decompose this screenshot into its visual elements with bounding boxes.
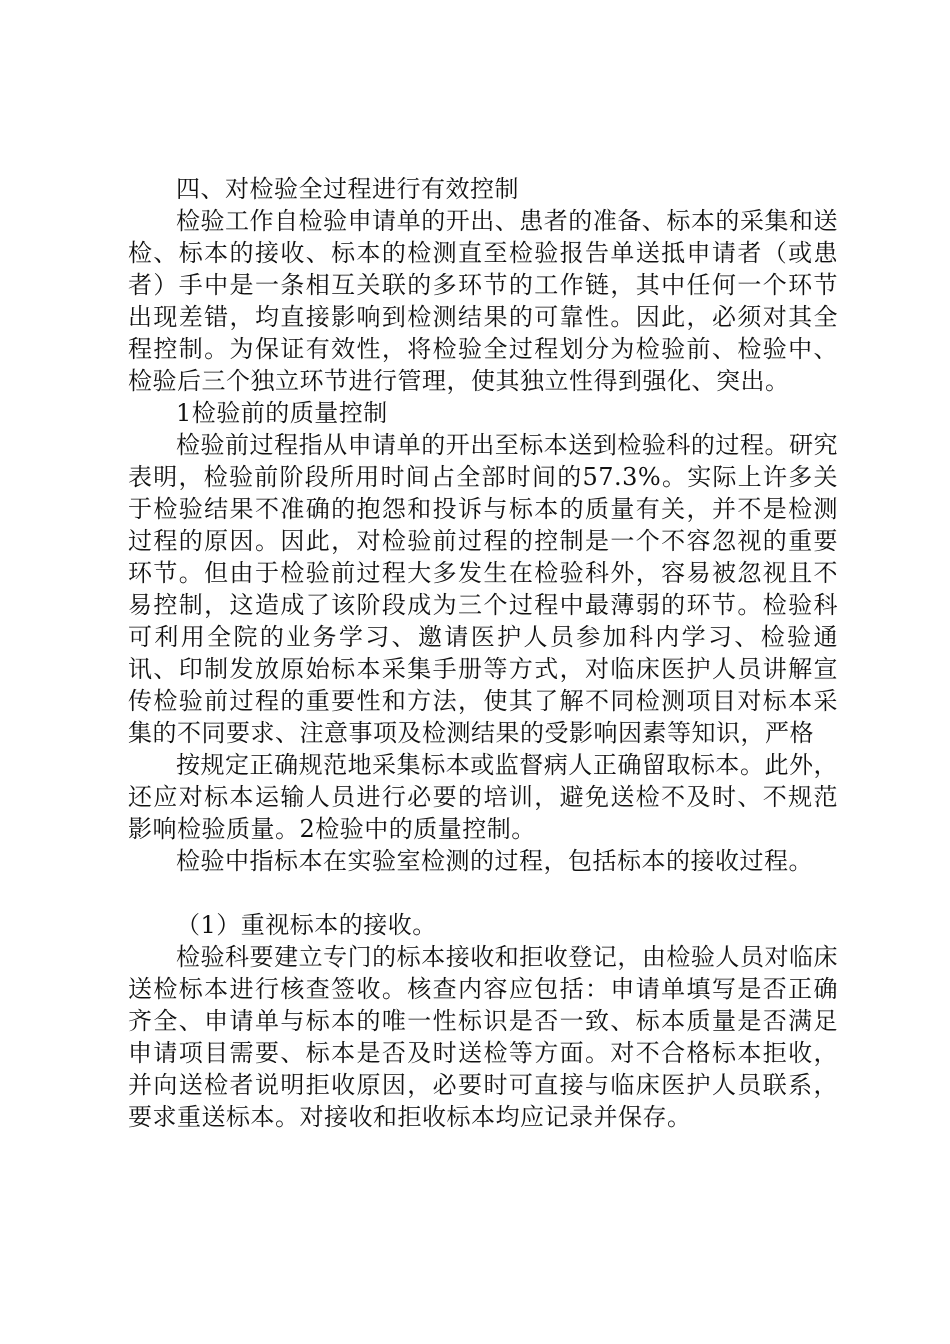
paragraph-specimen-reception: 检验科要建立专门的标本接收和拒收登记，由检验人员对临床送检标本进行核查签收。核查内容应包括：申请单填写是否正确齐全、申请单与标本的唯一性标识是否一致、标本质量是否满足申请项目需要、标本是否及时送检等方面。对不合格标本拒收，并向送检者说明拒收原因，必要时可直接与临床医护人员联系，要求重送标本。对接收和拒收标本均应记录并保存。 (128, 943, 838, 1131)
paragraph-sampling-rules: 按规定正确规范地采集标本或监督病人正确留取标本。此外，还应对标本运输人员进行必要的培训，避免送检不及时、不规范影响检验质量。2检验中的质量控制。 (128, 751, 838, 843)
section-heading: 四、对检验全过程进行有效控制 (176, 175, 519, 203)
paragraph-overview: 检验工作自检验申请单的开出、患者的准备、标本的采集和送检、标本的接收、标本的检测直至检验报告单送抵申请者（或患者）手中是一条相互关联的多环节的工作链，其中任何一个环节出现差错，均直接影响到检测结果的可靠性。因此，必须对其全程控制。为保证有效性，将检验全过程划分为检验前、检验中、检验后三个独立环节进行管理，使其独立性得到强化、突出。 (128, 207, 838, 395)
document-page (128, 173, 838, 1133)
paragraph-pre-analytical: 检验前过程指从申请单的开出至标本送到检验科的过程。研究表明，检验前阶段所用时间占全部时间的57.3%。实际上许多关于检验结果不准确的抱怨和投诉与标本的质量有关，并不是检测过程的原因。因此，对检验前过程的控制是一个不容忽视的重要环节。但由于检验前过程大多发生在检验科外，容易被忽视且不易控制，这造成了该阶段成为三个过程中最薄弱的环节。检验科可利用全院的业务学习、邀请医护人员参加科内学习、检验通讯、印制发放原始标本采集手册等方式，对临床医护人员讲解宣传检验前过程的重要性和方法，使其了解不同检测项目对标本采集的不同要求、注意事项及检测结果的受影响因素等知识，严格 (128, 431, 838, 747)
paragraph-spacer (128, 877, 838, 909)
paragraph-analytical-definition: 检验中指标本在实验室检测的过程，包括标本的接收过程。 (176, 847, 813, 875)
item-heading-specimen-reception: （1）重视标本的接收。 (176, 911, 437, 939)
subsection-heading-pre-analytical: 1检验前的质量控制 (176, 399, 388, 427)
